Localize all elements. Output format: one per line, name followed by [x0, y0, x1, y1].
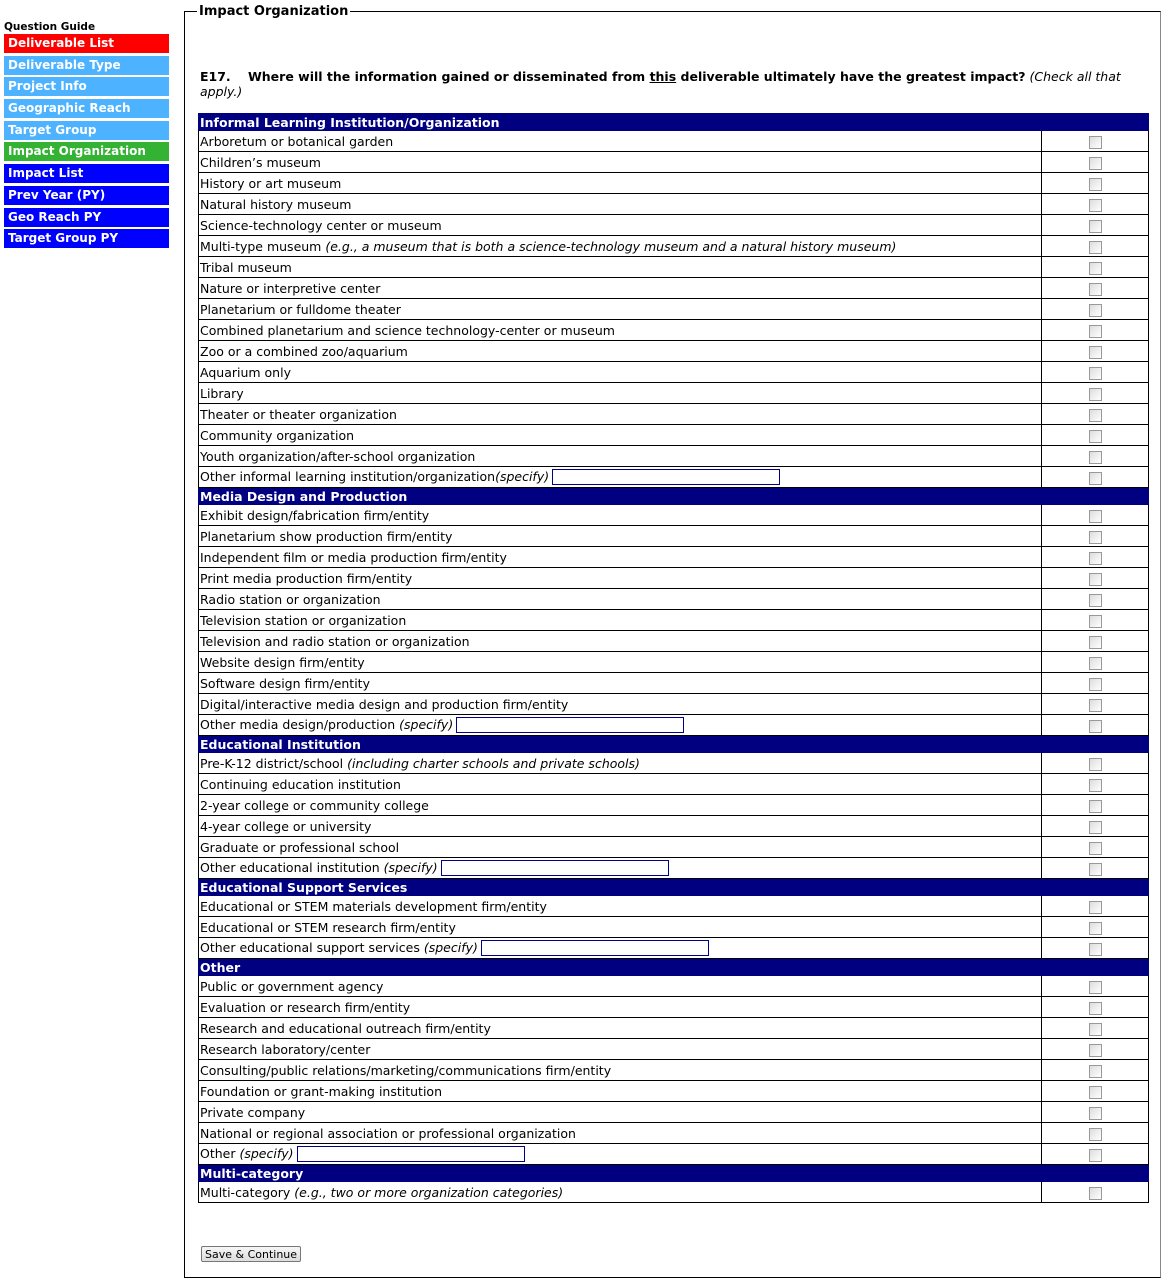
option-note: (including charter schools and private schools) — [347, 755, 640, 771]
option-label — [199, 795, 1042, 816]
option-text: Other educational support services — [200, 939, 424, 955]
specify-input[interactable] — [552, 469, 780, 485]
checkbox-cell — [1042, 837, 1149, 858]
option-checkbox[interactable] — [1089, 821, 1102, 834]
option-text: Other informal learning institution/organization — [200, 468, 496, 484]
option-text: Continuing education institution — [200, 776, 401, 792]
option-text: National or regional association or professional organization — [200, 1125, 576, 1141]
option-checkbox[interactable] — [1089, 720, 1102, 733]
option-note: (e.g., a museum that is both a science-technology museum and a natural history museum) — [325, 238, 897, 254]
checkbox-cell — [1042, 467, 1149, 488]
option-checkbox[interactable] — [1089, 510, 1102, 523]
option-label — [199, 652, 1042, 673]
option-text: 4-year college or university — [200, 818, 372, 834]
checkbox-cell — [1042, 320, 1149, 341]
table-row — [199, 131, 1149, 152]
table-row — [199, 362, 1149, 383]
option-text: Zoo or a combined zoo/aquarium — [200, 343, 408, 359]
option-label — [199, 1102, 1042, 1123]
option-text: Radio station or organization — [200, 591, 381, 607]
question-note: (Check all that apply.) — [200, 69, 1121, 99]
option-checkbox[interactable] — [1089, 283, 1102, 296]
option-checkbox[interactable] — [1089, 136, 1102, 149]
checkbox-cell — [1042, 1081, 1149, 1102]
section-title: Impact Organization — [199, 4, 349, 19]
option-label — [199, 997, 1042, 1018]
option-checkbox[interactable] — [1089, 157, 1102, 170]
option-checkbox[interactable] — [1089, 552, 1102, 565]
table-row — [199, 547, 1149, 568]
option-label — [199, 526, 1042, 547]
table-row — [199, 917, 1149, 938]
option-checkbox[interactable] — [1089, 981, 1102, 994]
option-checkbox[interactable] — [1089, 409, 1102, 422]
option-text: Software design firm/entity — [200, 675, 370, 691]
table-row — [199, 1123, 1149, 1144]
table-row — [199, 858, 1149, 879]
option-text: History or art museum — [200, 175, 342, 191]
option-text: Theater or theater organization — [200, 406, 397, 422]
option-label — [199, 837, 1042, 858]
checkbox-cell — [1042, 278, 1149, 299]
table-row — [199, 173, 1149, 194]
checkbox-cell — [1042, 858, 1149, 879]
checkbox-cell — [1042, 917, 1149, 938]
table-row — [199, 652, 1149, 673]
sidebar-item-deliverable-type[interactable]: Deliverable Type — [4, 56, 169, 75]
checkbox-cell — [1042, 568, 1149, 589]
question-emphasis: this — [649, 69, 677, 84]
checkbox-cell — [1042, 715, 1149, 736]
option-checkbox[interactable] — [1089, 594, 1102, 607]
sidebar-item-project-info[interactable]: Project Info — [4, 77, 169, 96]
group-header — [199, 1165, 1149, 1182]
option-note: (specify) — [383, 859, 438, 875]
group-header — [199, 736, 1149, 753]
table-row — [199, 526, 1149, 547]
option-text: Other — [200, 1145, 240, 1161]
option-text: Arboretum or botanical garden — [200, 133, 394, 149]
option-checkbox[interactable] — [1089, 1044, 1102, 1057]
checkbox-cell — [1042, 1039, 1149, 1060]
option-label — [199, 299, 1042, 320]
option-note: (specify) — [399, 716, 454, 732]
group-header — [199, 114, 1149, 131]
option-checkbox[interactable] — [1089, 863, 1102, 876]
checkbox-cell — [1042, 774, 1149, 795]
option-text: Science-technology center or museum — [200, 217, 442, 233]
option-checkbox[interactable] — [1089, 1107, 1102, 1120]
table-row — [199, 425, 1149, 446]
table-row — [199, 795, 1149, 816]
checkbox-cell — [1042, 1102, 1149, 1123]
group-title: Multi-category — [199, 1165, 1149, 1182]
option-text: Community organization — [200, 427, 355, 443]
group-title: Media Design and Production — [199, 488, 1149, 505]
option-text: Website design firm/entity — [200, 654, 365, 670]
table-row — [199, 837, 1149, 858]
option-checkbox[interactable] — [1089, 220, 1102, 233]
sidebar-item-target-group-py[interactable]: Target Group PY — [4, 229, 169, 248]
checkbox-cell — [1042, 505, 1149, 526]
option-label — [199, 320, 1042, 341]
sidebar-item-deliverable-list[interactable]: Deliverable List — [4, 34, 169, 53]
table-row — [199, 446, 1149, 467]
option-text: Foundation or grant-making institution — [200, 1083, 443, 1099]
option-label — [199, 673, 1042, 694]
sidebar-item-impact-list[interactable]: Impact List — [4, 164, 169, 183]
checkbox-cell — [1042, 362, 1149, 383]
option-text: Private company — [200, 1104, 306, 1120]
option-text: Planetarium or fulldome theater — [200, 301, 401, 317]
option-checkbox[interactable] — [1089, 367, 1102, 380]
table-row — [199, 753, 1149, 774]
question-number: E17. — [200, 69, 231, 84]
option-text: Library — [200, 385, 244, 401]
option-text: Nature or interpretive center — [200, 280, 381, 296]
table-row — [199, 694, 1149, 715]
impact-organization-fieldset — [184, 4, 1161, 1278]
specify-input[interactable] — [297, 1146, 525, 1162]
option-label — [199, 425, 1042, 446]
option-label — [199, 505, 1042, 526]
checkbox-cell — [1042, 1123, 1149, 1144]
option-text: 2-year college or community college — [200, 797, 429, 813]
table-row — [199, 610, 1149, 631]
checkbox-cell — [1042, 694, 1149, 715]
group-title: Informal Learning Institution/Organization — [199, 114, 1149, 131]
option-label — [199, 1081, 1042, 1102]
checkbox-cell — [1042, 816, 1149, 837]
option-label — [199, 568, 1042, 589]
table-row — [199, 404, 1149, 425]
option-checkbox[interactable] — [1089, 346, 1102, 359]
option-checkbox[interactable] — [1089, 1187, 1102, 1200]
option-text: Multi-type museum — [200, 238, 326, 254]
save-continue-button[interactable]: Save & Continue — [201, 1246, 301, 1262]
sidebar-item-target-group[interactable]: Target Group — [4, 121, 169, 140]
checkbox-cell — [1042, 236, 1149, 257]
option-checkbox[interactable] — [1089, 451, 1102, 464]
option-checkbox[interactable] — [1089, 943, 1102, 956]
option-text: Public or government agency — [200, 978, 384, 994]
option-label — [199, 236, 1042, 257]
option-label — [199, 404, 1042, 425]
option-checkbox[interactable] — [1089, 430, 1102, 443]
checkbox-cell — [1042, 425, 1149, 446]
option-text: Combined planetarium and science technology-center or museum — [200, 322, 615, 338]
option-label — [199, 446, 1042, 467]
option-checkbox[interactable] — [1089, 1149, 1102, 1162]
option-text: Other media design/production — [200, 716, 400, 732]
sidebar-item-impact-organization[interactable]: Impact Organization — [4, 142, 169, 161]
option-checkbox[interactable] — [1089, 573, 1102, 586]
option-checkbox[interactable] — [1089, 1128, 1102, 1141]
option-checkbox[interactable] — [1089, 699, 1102, 712]
options-table — [198, 113, 1149, 1203]
option-note: (specify) — [239, 1145, 294, 1161]
option-text: Research laboratory/center — [200, 1041, 371, 1057]
option-checkbox[interactable] — [1089, 199, 1102, 212]
option-checkbox[interactable] — [1089, 779, 1102, 792]
table-row — [199, 589, 1149, 610]
option-label — [199, 610, 1042, 631]
option-text: Multi-category — [200, 1184, 295, 1200]
option-text: Digital/interactive media design and production firm/entity — [200, 696, 569, 712]
table-row — [199, 215, 1149, 236]
option-text: Children’s museum — [200, 154, 321, 170]
table-row — [199, 816, 1149, 837]
option-label — [199, 816, 1042, 837]
option-text: Print media production firm/entity — [200, 570, 413, 586]
question-guide-sidebar — [4, 20, 169, 251]
option-label — [199, 694, 1042, 715]
option-text: Research and educational outreach firm/entity — [200, 1020, 491, 1036]
group-title: Educational Institution — [199, 736, 1149, 753]
option-checkbox[interactable] — [1089, 388, 1102, 401]
table-row — [199, 299, 1149, 320]
group-header — [199, 488, 1149, 505]
checkbox-cell — [1042, 383, 1149, 404]
checkbox-cell — [1042, 589, 1149, 610]
specify-input[interactable] — [456, 717, 684, 733]
option-checkbox[interactable] — [1089, 922, 1102, 935]
table-row — [199, 152, 1149, 173]
option-label — [199, 194, 1042, 215]
option-label — [199, 774, 1042, 795]
table-row — [199, 1039, 1149, 1060]
question-part: Where will the information gained or disseminated from — [248, 69, 650, 84]
table-row — [199, 341, 1149, 362]
option-text: Television and radio station or organization — [200, 633, 470, 649]
checkbox-cell — [1042, 404, 1149, 425]
option-checkbox[interactable] — [1089, 758, 1102, 771]
checkbox-cell — [1042, 795, 1149, 816]
option-label — [199, 631, 1042, 652]
checkbox-cell — [1042, 997, 1149, 1018]
checkbox-cell — [1042, 652, 1149, 673]
option-label — [199, 917, 1042, 938]
table-row — [199, 774, 1149, 795]
table-row — [199, 194, 1149, 215]
checkbox-cell — [1042, 1144, 1149, 1165]
option-label — [199, 173, 1042, 194]
checkbox-cell — [1042, 753, 1149, 774]
option-label — [199, 753, 1042, 774]
option-text: Television station or organization — [200, 612, 407, 628]
option-checkbox[interactable] — [1089, 241, 1102, 254]
option-note: (specify) — [423, 939, 478, 955]
table-row — [199, 236, 1149, 257]
option-label — [199, 715, 1042, 736]
option-checkbox[interactable] — [1089, 1002, 1102, 1015]
checkbox-cell — [1042, 131, 1149, 152]
checkbox-cell — [1042, 938, 1149, 959]
table-row — [199, 1144, 1149, 1165]
option-label — [199, 131, 1042, 152]
checkbox-cell — [1042, 341, 1149, 362]
option-label — [199, 278, 1042, 299]
checkbox-cell — [1042, 152, 1149, 173]
option-checkbox[interactable] — [1089, 1065, 1102, 1078]
table-row — [199, 673, 1149, 694]
option-label — [199, 467, 1042, 488]
checkbox-cell — [1042, 610, 1149, 631]
sidebar-title: Question Guide — [4, 21, 96, 33]
option-label — [199, 362, 1042, 383]
option-checkbox[interactable] — [1089, 678, 1102, 691]
checkbox-cell — [1042, 194, 1149, 215]
option-checkbox[interactable] — [1089, 842, 1102, 855]
question-part: deliverable ultimately have the greatest impact? — [676, 69, 1026, 84]
option-text: Tribal museum — [200, 259, 292, 275]
option-label — [199, 896, 1042, 917]
table-row — [199, 976, 1149, 997]
option-label — [199, 257, 1042, 278]
option-checkbox[interactable] — [1089, 636, 1102, 649]
option-label — [199, 1123, 1042, 1144]
option-label — [199, 938, 1042, 959]
table-row — [199, 1060, 1149, 1081]
group-header — [199, 879, 1149, 896]
option-text: Aquarium only — [200, 364, 291, 380]
checkbox-cell — [1042, 173, 1149, 194]
table-row — [199, 1182, 1149, 1203]
option-label — [199, 1060, 1042, 1081]
checkbox-cell — [1042, 547, 1149, 568]
specify-input[interactable] — [441, 860, 669, 876]
option-label — [199, 976, 1042, 997]
option-text: Exhibit design/fabrication firm/entity — [200, 507, 430, 523]
option-checkbox[interactable] — [1089, 531, 1102, 544]
option-text: Planetarium show production firm/entity — [200, 528, 453, 544]
option-text: Pre-K-12 district/school — [200, 755, 348, 771]
table-row — [199, 631, 1149, 652]
checkbox-cell — [1042, 299, 1149, 320]
sidebar-item-prev-year-py[interactable]: Prev Year (PY) — [4, 186, 169, 205]
checkbox-cell — [1042, 526, 1149, 547]
question-text — [200, 69, 1160, 99]
checkbox-cell — [1042, 673, 1149, 694]
option-label — [199, 152, 1042, 173]
option-note: (specify) — [495, 468, 550, 484]
table-row — [199, 1081, 1149, 1102]
option-checkbox[interactable] — [1089, 304, 1102, 317]
group-header — [199, 959, 1149, 976]
option-text: Youth organization/after-school organization — [200, 448, 476, 464]
sidebar-item-geo-reach-py[interactable]: Geo Reach PY — [4, 208, 169, 227]
option-label — [199, 1144, 1042, 1165]
option-checkbox[interactable] — [1089, 1086, 1102, 1099]
table-row — [199, 505, 1149, 526]
option-text: Natural history museum — [200, 196, 352, 212]
table-row — [199, 467, 1149, 488]
option-checkbox[interactable] — [1089, 262, 1102, 275]
table-row — [199, 257, 1149, 278]
option-checkbox[interactable] — [1089, 178, 1102, 191]
checkbox-cell — [1042, 257, 1149, 278]
option-note: (e.g., two or more organization categories) — [294, 1184, 564, 1200]
option-label — [199, 383, 1042, 404]
group-title: Educational Support Services — [199, 879, 1149, 896]
option-text: Graduate or professional school — [200, 839, 400, 855]
table-row — [199, 278, 1149, 299]
option-label — [199, 215, 1042, 236]
option-text: Educational or STEM research firm/entity — [200, 919, 456, 935]
option-label — [199, 1018, 1042, 1039]
checkbox-cell — [1042, 1182, 1149, 1203]
checkbox-cell — [1042, 1060, 1149, 1081]
option-label — [199, 1039, 1042, 1060]
table-row — [199, 997, 1149, 1018]
option-text: Independent film or media production firm/entity — [200, 549, 507, 565]
option-checkbox[interactable] — [1089, 472, 1102, 485]
table-row — [199, 715, 1149, 736]
option-checkbox[interactable] — [1089, 1023, 1102, 1036]
checkbox-cell — [1042, 976, 1149, 997]
sidebar-item-geographic-reach[interactable]: Geographic Reach — [4, 99, 169, 118]
table-row — [199, 320, 1149, 341]
checkbox-cell — [1042, 1018, 1149, 1039]
group-title: Other — [199, 959, 1149, 976]
specify-input[interactable] — [481, 940, 709, 956]
table-row — [199, 383, 1149, 404]
option-text: Evaluation or research firm/entity — [200, 999, 411, 1015]
option-label — [199, 589, 1042, 610]
table-row — [199, 938, 1149, 959]
option-text: Educational or STEM materials development firm/entity — [200, 898, 547, 914]
option-checkbox[interactable] — [1089, 901, 1102, 914]
checkbox-cell — [1042, 446, 1149, 467]
option-text: Other educational institution — [200, 859, 384, 875]
table-row — [199, 1018, 1149, 1039]
option-label — [199, 1182, 1042, 1203]
table-row — [199, 568, 1149, 589]
option-checkbox[interactable] — [1089, 657, 1102, 670]
checkbox-cell — [1042, 215, 1149, 236]
option-checkbox[interactable] — [1089, 325, 1102, 338]
checkbox-cell — [1042, 631, 1149, 652]
option-text: Consulting/public relations/marketing/communications firm/entity — [200, 1062, 612, 1078]
checkbox-cell — [1042, 896, 1149, 917]
option-label — [199, 547, 1042, 568]
table-row — [199, 896, 1149, 917]
table-row — [199, 1102, 1149, 1123]
option-label — [199, 341, 1042, 362]
option-checkbox[interactable] — [1089, 800, 1102, 813]
option-label — [199, 858, 1042, 879]
option-checkbox[interactable] — [1089, 615, 1102, 628]
